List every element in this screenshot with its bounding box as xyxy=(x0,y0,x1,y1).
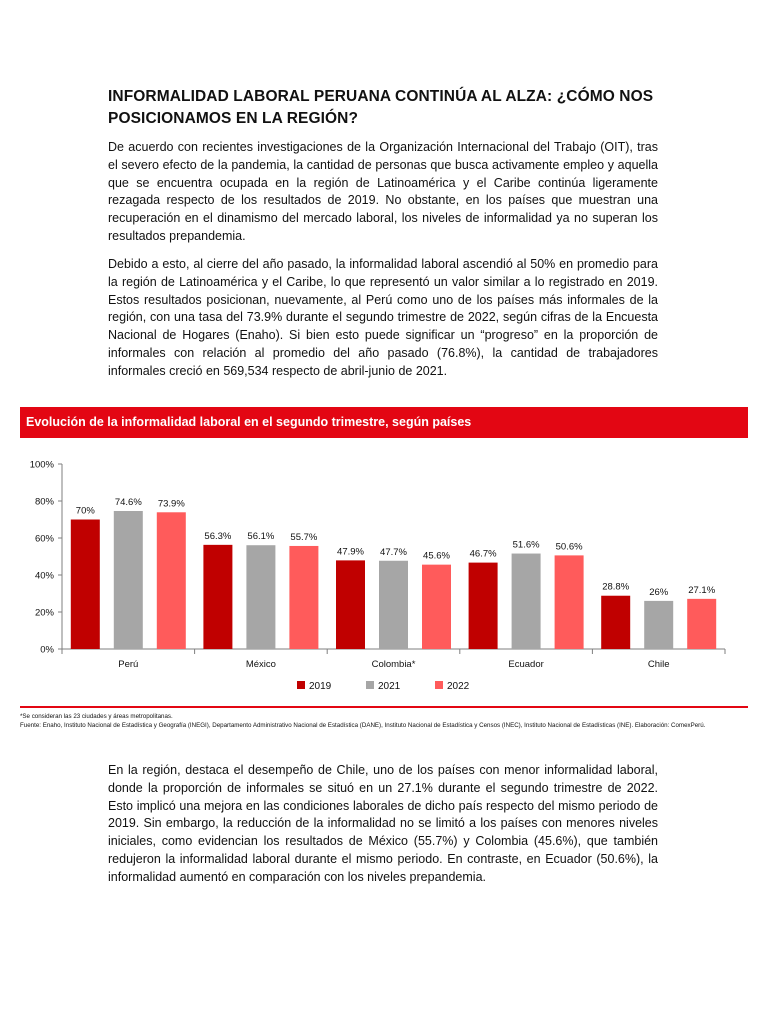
data-label: 50.6% xyxy=(555,541,583,553)
legend-swatch xyxy=(297,681,305,689)
data-label: 55.7% xyxy=(290,531,318,543)
bar xyxy=(644,601,673,649)
bar xyxy=(422,565,451,649)
bar xyxy=(469,563,498,649)
x-tick-label: Chile xyxy=(647,659,670,670)
data-label: 26% xyxy=(649,586,669,598)
data-label: 56.1% xyxy=(247,531,275,543)
legend-swatch xyxy=(435,681,443,689)
bar xyxy=(555,555,584,649)
data-label: 45.6% xyxy=(423,550,450,562)
x-tick-label: Perú xyxy=(118,659,139,670)
x-tick-label: México xyxy=(245,659,276,670)
bar xyxy=(157,512,186,649)
data-label: 27.1% xyxy=(688,584,716,596)
data-label: 56.3% xyxy=(204,530,232,542)
bar xyxy=(246,545,275,649)
bar xyxy=(289,546,318,649)
chart-footnote: *Se consideran las 23 ciudades y áreas metropolitanas. xyxy=(20,713,173,720)
legend-label: 2021 xyxy=(378,681,401,692)
legend-label: 2022 xyxy=(447,681,470,692)
paragraph-chile xyxy=(108,762,658,887)
x-tick-label: Colombia* xyxy=(371,659,416,670)
bar xyxy=(601,596,630,649)
x-tick-label: Ecuador xyxy=(508,659,544,670)
legend-swatch xyxy=(366,681,374,689)
y-tick-label: 100% xyxy=(29,459,54,471)
paragraph-text: Debido a esto, al cierre del año pasado, la informalidad laboral ascendió al 50% en promedio para la región de Latinoamérica y el Caribe, lo que representó un valor similar a lo registrado en 2019. Estos resultados posicionan, nuevamente, al Perú como uno de los países más informales de la región, con una tasa del 73.9% durante el segundo trimestre de 2022, según cifras de la Encuesta Nacional de Hogares (Enaho). Si bien esto puede significar un “progreso” en la proporción de informales con relación al promedio del año pasado (76.8%), la cantidad de trabajadores informales creció en 569,534 respecto de abril-junio de 2021. xyxy=(108,257,658,378)
data-label: 70% xyxy=(75,505,95,517)
y-tick-label: 40% xyxy=(34,570,54,582)
bar xyxy=(203,545,232,649)
data-label: 74.6% xyxy=(114,496,142,508)
data-label: 73.9% xyxy=(157,498,185,510)
y-tick-label: 80% xyxy=(34,496,54,508)
data-label: 47.9% xyxy=(337,546,364,558)
bar xyxy=(512,554,541,649)
paragraph-text: De acuerdo con recientes investigaciones de la Organización Internacional del Trabajo (OIT), tras el severo efecto de la pandemia, la cantidad de personas que busca activamente empleo y aquella que se encuentra ocupada en la región de Latinoamérica y el Caribe continúa ligeramente rezagada respecto de los resultados de 2019. No obstante, en los países que muestran una recuperación en el dinamismo del mercado laboral, los niveles de informalidad ya no superan los resultados prepandemia. xyxy=(108,140,658,243)
paragraph-regional-average xyxy=(108,256,658,381)
y-tick-label: 20% xyxy=(34,607,54,619)
chart-notes xyxy=(20,712,748,730)
bar xyxy=(114,511,143,649)
paragraph-text: En la región, destaca el desempeño de Chile, uno de los países con menor informalidad laboral, donde la proporción de informales se situó en un 27.1% durante el segundo trimestre de 2022. Esto implicó una mejora en las condiciones laborales de dicho país respecto del mismo periodo de 2019. Sin embargo, la reducción de la informalidad no se limitó a los países con menores niveles iniciales, como evidencian los resultados de México (55.7%) y Colombia (45.6%), que también redujeron la informalidad laboral durante el mismo periodo. En contraste, en Ecuador (50.6%), la informalidad aumentó en comparación con los niveles prepandemia. xyxy=(108,763,658,884)
y-tick-label: 0% xyxy=(40,644,54,656)
data-label: 47.7% xyxy=(380,546,407,558)
chart-title-bar xyxy=(20,407,748,438)
chart-source: Fuente: Enaho, Instituto Nacional de Estadística y Geografía (INEGI), Departamento Administrativo Nacional de Estadística (DANE), Instituto Nacional de Estadística y Censos (INEC), Instituto Nacional de Estadísticas (INE). Elaboración: ComexPerú. xyxy=(20,722,706,729)
legend-label: 2019 xyxy=(309,681,332,692)
article-title: INFORMALIDAD LABORAL PERUANA CONTINÚA AL ALZA: ¿CÓMO NOS POSICIONAMOS EN LA REGIÓN? xyxy=(108,88,654,127)
chart-divider xyxy=(20,706,748,708)
data-label: 51.6% xyxy=(512,539,540,551)
bar xyxy=(336,560,365,649)
y-tick-label: 60% xyxy=(34,533,54,545)
paragraph-intro xyxy=(108,139,658,246)
bar xyxy=(687,599,716,649)
chart-title: Evolución de la informalidad laboral en el segundo trimestre, según países xyxy=(26,415,472,429)
bar xyxy=(379,561,408,649)
bar xyxy=(71,520,100,650)
data-label: 46.7% xyxy=(469,548,497,560)
data-label: 28.8% xyxy=(602,581,630,593)
bar-chart xyxy=(0,448,768,704)
